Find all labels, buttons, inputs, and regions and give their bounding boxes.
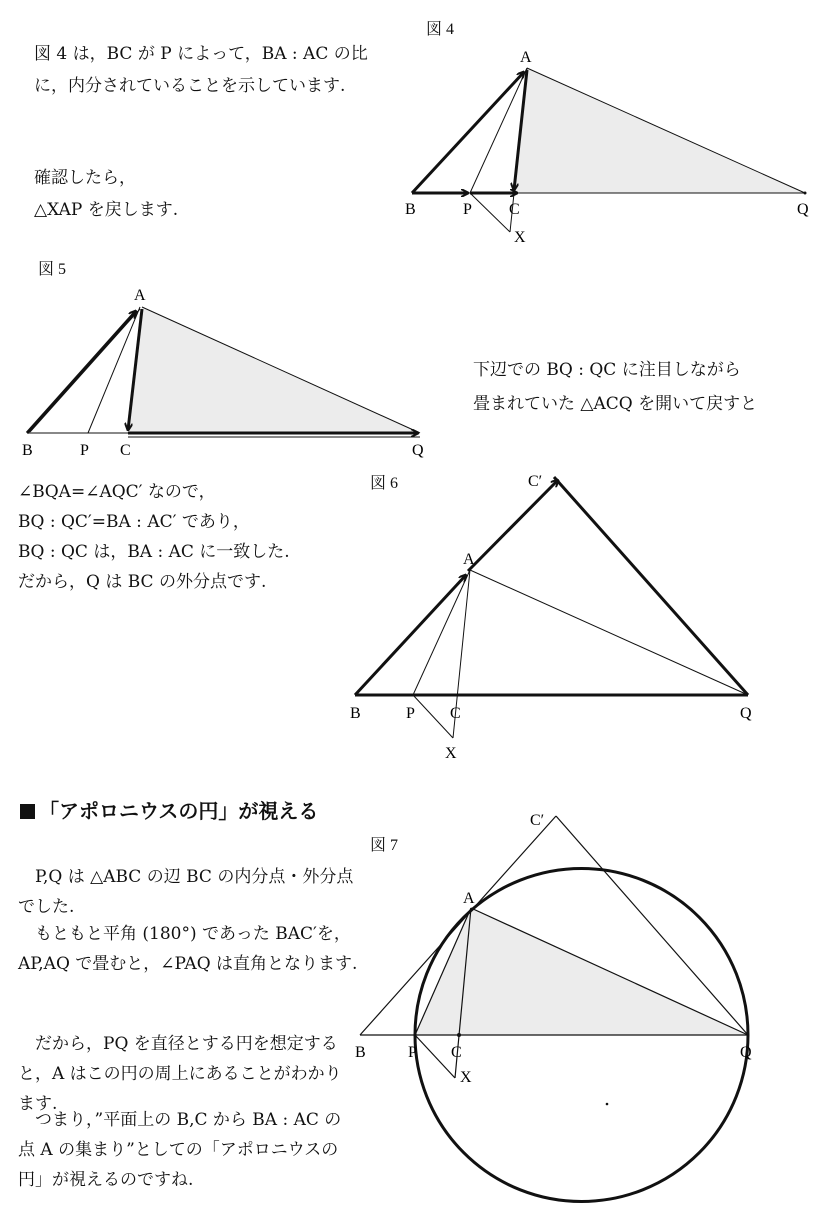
section-paragraph-3: だから，PQ を直径とする円を想定すると，A はこの円の周上にあることがわかります. <box>18 1034 342 1114</box>
label-a: A <box>134 287 146 304</box>
label-x: X <box>445 745 457 762</box>
label-c: C <box>451 1044 462 1061</box>
figure-7-caption: 図 7 <box>370 837 399 854</box>
label-p: P <box>408 1044 417 1061</box>
label-x: X <box>460 1069 472 1086</box>
segment-px <box>470 193 510 232</box>
vector-ba <box>355 575 466 695</box>
vector-ba <box>27 311 136 433</box>
figure-5-diagram <box>22 287 424 459</box>
figure-6-diagram <box>350 473 752 762</box>
section-heading-text: 「アポロニウスの円」が視える <box>39 799 319 823</box>
shaded-triangle-acq <box>513 68 805 193</box>
label-p: P <box>463 201 472 218</box>
segment-ap <box>413 570 470 695</box>
figure-4-diagram <box>405 49 809 246</box>
label-q: Q <box>740 1044 752 1061</box>
section-paragraph-2: もともと平角 (180°) であった BAC′を，AP,AQ で畳むと，∠PAQ は直角となります. <box>18 924 358 974</box>
label-b: B <box>22 442 33 459</box>
label-b: B <box>405 201 416 218</box>
label-p: P <box>406 705 415 722</box>
fig5-text-line-2: 畳まれていた △ACQ を開いて戻すと <box>473 394 758 414</box>
figure-4-caption: 図 4 <box>426 21 455 38</box>
fig4-text-line-2: に，内分されていることを示しています. <box>34 76 346 96</box>
label-c: C <box>450 705 461 722</box>
label-c: C <box>120 442 131 459</box>
label-p: P <box>80 442 89 459</box>
label-q: Q <box>740 705 752 722</box>
segment-aq <box>470 570 748 695</box>
vector-ac-prime <box>468 480 558 571</box>
shaded-triangle-acq <box>127 307 420 433</box>
fig5-text-line-1: 下辺での BQ : QC に注目しながら <box>473 360 741 380</box>
label-a: A <box>463 890 475 907</box>
point-c-dot <box>457 1033 461 1037</box>
segment-c-prime-q <box>554 477 748 695</box>
fig6-text-line-3: BQ : QC は，BA : AC に一致した. <box>18 542 290 562</box>
fig6-text-line-4: だから，Q は BC の外分点です. <box>18 572 267 592</box>
label-a: A <box>520 49 532 66</box>
segment-px <box>413 695 453 738</box>
figure-5-caption: 図 5 <box>38 261 67 278</box>
label-c: C <box>509 201 520 218</box>
label-b: B <box>350 705 361 722</box>
point-q-dot <box>804 192 807 195</box>
figure-7-diagram <box>355 812 752 1202</box>
fig4-text-line-4: △XAP を戻します. <box>34 200 179 220</box>
label-q: Q <box>412 442 424 459</box>
fig6-text-line-1: ∠BQA=∠AQC′ なので， <box>18 482 216 502</box>
label-a: A <box>463 551 475 568</box>
section-paragraph-4: つまり，”平面上の B,C から BA : AC の点 A の集まり”としての「アポロニウスの円」が視えるのですね. <box>18 1110 342 1190</box>
label-b: B <box>355 1044 366 1061</box>
fig4-text-line-3: 確認したら， <box>34 168 136 188</box>
figure-6-caption: 図 6 <box>370 475 399 492</box>
circle-center-dot <box>606 1103 609 1106</box>
vector-ba-inner <box>30 309 140 432</box>
fig6-text-line-2: BQ : QC′=BA : AC′ であり， <box>18 512 250 532</box>
label-x: X <box>514 229 526 246</box>
vector-ba <box>412 72 524 193</box>
label-c-prime: C′ <box>528 473 543 490</box>
section-paragraph-1: P,Q は △ABC の辺 BC の内分点・外分点でした. <box>18 867 354 917</box>
label-c-prime: C′ <box>530 812 545 829</box>
segment-px <box>415 1035 455 1078</box>
label-q: Q <box>797 201 809 218</box>
fig4-text-line-1: 図 4 は，BC が P によって，BA : AC の比 <box>34 44 368 64</box>
